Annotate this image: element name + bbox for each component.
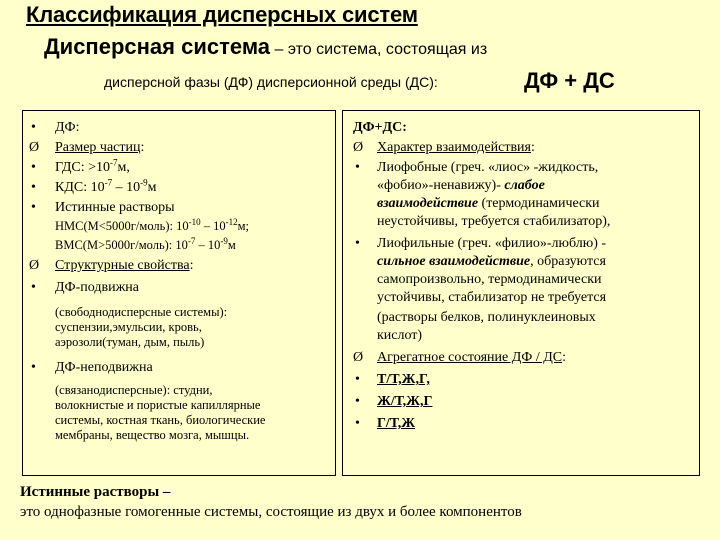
bullet-icon: • xyxy=(31,120,36,135)
bullet-icon: • xyxy=(355,372,360,387)
left-mobile: ДФ-подвижна xyxy=(55,280,139,295)
right-agg-item: Ж/Т,Ж,Г xyxy=(377,394,433,409)
arrow-bullet-icon: Ø xyxy=(29,140,40,155)
right-lyophobic: неустойчивы, требуется стабилизатор), xyxy=(377,214,611,229)
bottom-text: это однофазные гомогенные системы, состоящие из двух и более компонентов xyxy=(20,504,522,520)
right-head: ДФ+ДС: xyxy=(353,120,407,135)
left-free-line: суспензии,эмульсии, кровь, xyxy=(55,320,202,334)
subtitle: дисперсной фазы (ДФ) дисперсионной среды (ДС): xyxy=(104,74,438,90)
left-bound-line: волокнистые и пористые капиллярные xyxy=(55,398,261,412)
bullet-icon: • xyxy=(31,200,36,215)
right-lyophilic: самопроизвольно, термодинамически xyxy=(377,272,602,287)
bullet-icon: • xyxy=(31,360,36,375)
left-bound-line: системы, костная ткань, биологические xyxy=(55,413,266,427)
bullet-icon: • xyxy=(31,280,36,295)
arrow-bullet-icon: Ø xyxy=(353,140,364,155)
definition xyxy=(44,34,487,60)
left-kds: КДС: $10^{-7} - 10^{-9}м$ xyxy=(55,177,157,195)
left-gds: ГДС: $>10^{-7}м$, xyxy=(55,157,130,175)
bullet-icon: • xyxy=(355,236,360,251)
arrow-bullet-icon: Ø xyxy=(353,350,364,365)
right-agg-item: Г/Т,Ж xyxy=(377,416,416,431)
left-immobile: ДФ-неподвижна xyxy=(55,360,153,375)
bullet-icon: • xyxy=(355,416,360,431)
bullet-icon: • xyxy=(355,394,360,409)
left-vms: ВМС(М>5000г/моль): $10^{-7} - 10^{-9}м$ xyxy=(55,235,236,252)
left-free-line: (свободнодисперсные системы): xyxy=(55,305,228,319)
right-panel xyxy=(342,110,700,476)
left-nms: НМС(М<5000г/моль): $10^{-10} - 10^{-12}м$; xyxy=(55,216,249,233)
left-panel xyxy=(22,110,336,476)
left-struct: Структурные свойства: xyxy=(55,258,194,273)
bottom-heading: Истинные растворы – xyxy=(20,484,171,500)
left-bound-line: (связанодисперсные): студни, xyxy=(55,383,213,397)
bullet-icon: • xyxy=(31,160,36,175)
left-df: ДФ: xyxy=(55,120,80,135)
right-lyophilic: сильное взаимодействие, образуются xyxy=(377,254,606,269)
right-interaction: Характер взаимодействия: xyxy=(377,140,535,155)
left-true-solutions: Истинные растворы xyxy=(55,200,175,215)
right-aggregate: Агрегатное состояние ДФ / ДС: xyxy=(377,350,567,365)
definition-term: Дисперсная система xyxy=(44,34,271,59)
arrow-bullet-icon: Ø xyxy=(29,258,40,273)
bullet-icon: • xyxy=(355,160,360,175)
right-lyophilic: (растворы белков, полинуклеиновых xyxy=(377,310,596,325)
right-lyophilic: устойчивы, стабилизатор не требуется xyxy=(377,290,607,305)
left-free-line: аэрозоли(туман, дым, пыль) xyxy=(55,335,205,349)
right-lyophobic: «фобио»-ненавижу)- слабое xyxy=(377,178,545,193)
right-agg-item: Т/Т,Ж,Г, xyxy=(377,372,430,387)
left-bound-line: мембраны, вещество мозга, мышцы. xyxy=(55,428,250,442)
right-lyophobic: Лиофобные (греч. «лиос» -жидкость, xyxy=(377,160,599,175)
right-lyophilic: кислот) xyxy=(377,328,423,343)
right-lyophilic: Лиофильные (греч. «филио»-люблю) - xyxy=(377,236,607,251)
right-lyophobic: взаимодействие (термодинамически xyxy=(377,196,600,211)
bullet-icon: • xyxy=(31,180,36,195)
formula: ДФ + ДС xyxy=(524,68,615,93)
definition-text: – это система, состоящая из xyxy=(270,41,488,58)
page-title: Классификация дисперсных систем xyxy=(26,2,418,27)
left-size: Размер частиц: xyxy=(55,140,145,155)
